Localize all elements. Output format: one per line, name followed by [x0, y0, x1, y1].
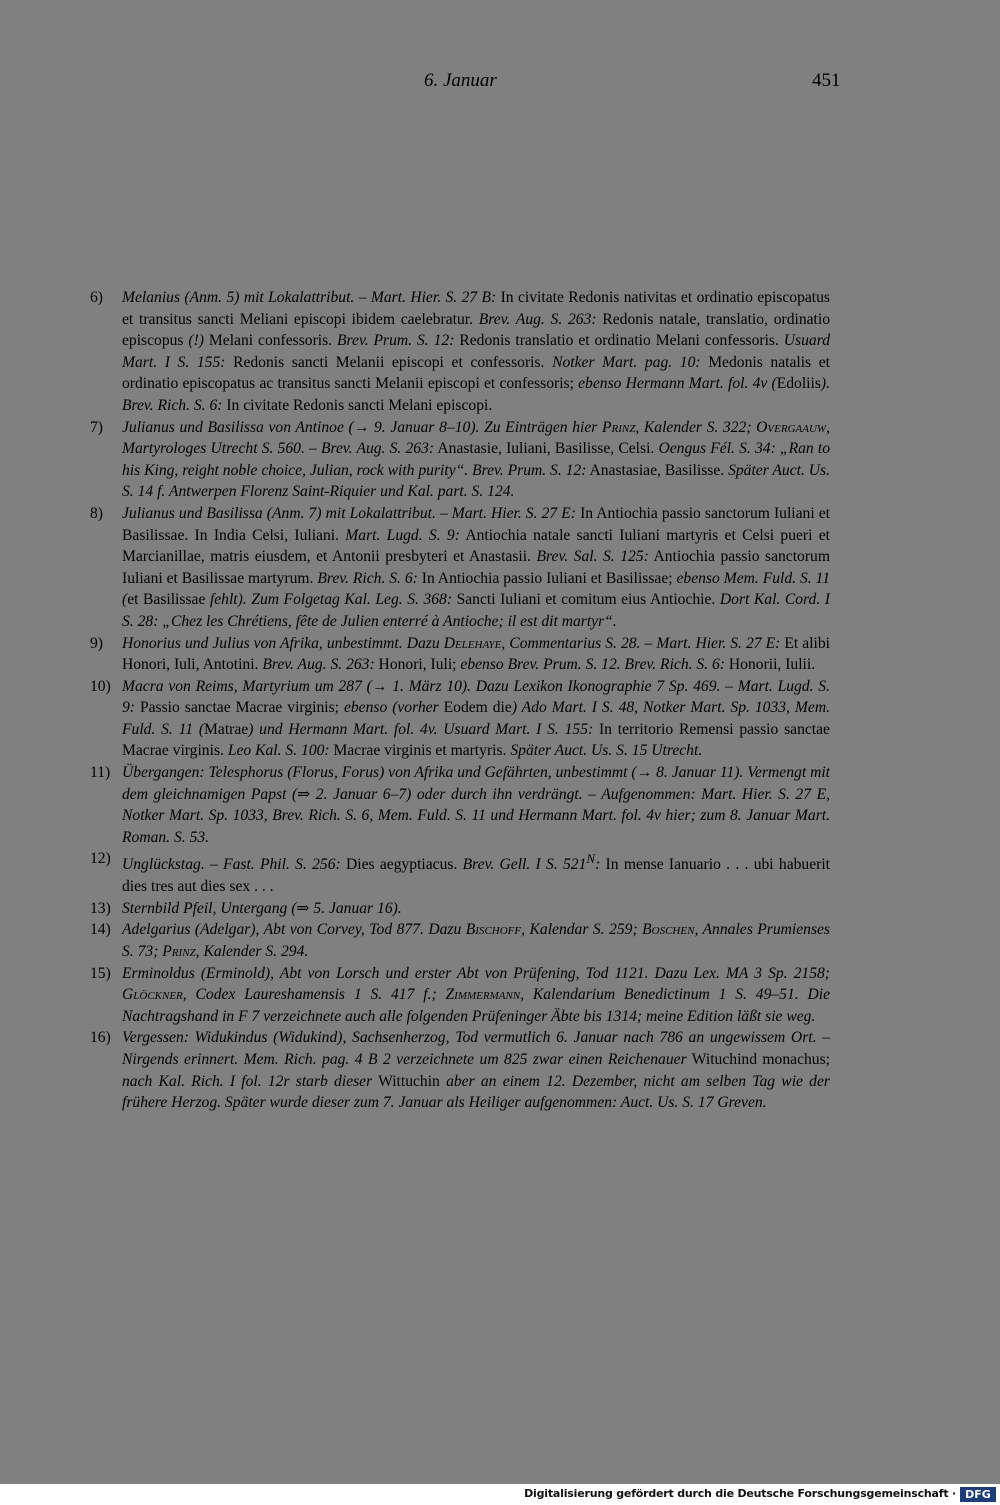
quoted-text: Redonis sancti Melanii episcopi et confessoris. — [225, 353, 553, 371]
footnote — [90, 848, 830, 897]
footnote-number: 15) — [90, 964, 111, 982]
reference-text: Melanius (Anm. 5) mit Lokalattribut. – Mart. Hier. S. 27 B: — [122, 289, 497, 306]
author-name: Prinz — [601, 418, 636, 436]
reference-text: fehlt). Zum Folgetag Kal. Leg. S. 368: — [209, 591, 453, 609]
quoted-text: et Basilissae — [127, 591, 210, 609]
reference-text: Unglückstag. – Fast. Phil. S. 256: — [122, 856, 341, 874]
running-head-title: 6. Januar — [424, 70, 497, 91]
reference-text: ebenso (vorher — [343, 699, 439, 717]
quoted-text: Antiochia natale sancti Iuliani martyris et Celsi pueri et Marcianillae, matris eiusdem, et Antonii presbyteri et Anastasii. — [122, 526, 830, 566]
footnote — [90, 1027, 830, 1113]
quoted-text: In Antiochia passio sanctorum Iuliani et Basilissae. In India Celsi, Iuliani. — [122, 504, 830, 544]
quoted-text: Macrae virginis et martyris. — [329, 742, 511, 760]
footnote — [90, 898, 830, 920]
reference-text: nach Kal. Rich. I fol. 12r starb dieser — [122, 1072, 373, 1090]
reference-text: (!) — [188, 332, 205, 350]
running-head — [0, 70, 1000, 96]
footnote — [90, 762, 830, 848]
footnote-number: 9) — [90, 634, 103, 652]
reference-text: Später Auct. Us. S. 15 Utrecht. — [510, 742, 703, 760]
quoted-text: Wituchind monachus; — [686, 1050, 830, 1068]
dfg-logo-icon: DFG — [960, 1487, 996, 1502]
reference-text: Notker Mart. pag. 10: — [552, 353, 701, 371]
reference-text: , Kalendar S. 259; — [521, 921, 643, 939]
quoted-text: Sancti Iuliani et comitum eius Antiochie. — [452, 591, 720, 609]
reference-text: Sternbild Pfeil, Untergang (⇒ 5. Januar 16). — [122, 899, 402, 917]
reference-text: Vergessen: Widukindus (Widukind), Sachsenherzog, Tod vermutlich 6. Januar nach 786 an ungewissem Ort. – Nirgends erinnert. Mem. Rich. pag. 4 B 2 verzeichnete um 825 zwar einen Reichenauer — [122, 1029, 830, 1068]
reference-text: ebenso Hermann Mart. fol. 4v ( — [578, 375, 777, 393]
reference-text: Leo Kal. S. 100: — [227, 742, 330, 760]
footnote — [90, 503, 830, 633]
reference-text: Brev. Rich. S. 6: — [317, 569, 418, 587]
funding-notice: Digitalisierung gefördert durch die Deutsche Forschungsgemeinschaft · — [524, 1487, 956, 1500]
quoted-text: Edoliis — [776, 375, 821, 393]
author-name: Boschen — [642, 921, 695, 939]
reference-text: Oengus Fél. S. 34: „Ran to his King, reight noble choice, Julian, rock with purity“. Brev. Prum. S. 12: — [122, 440, 831, 479]
quoted-text: Honori, Iuli; — [374, 656, 461, 674]
reference-text: : — [595, 856, 601, 874]
reference-text: Julianus und Basilissa (Anm. 7) mit Lokalattribut. – Mart. Hier. S. 27 E: — [122, 504, 576, 522]
quoted-text: Anastasie, Iuliani, Basilisse, Celsi. — [434, 440, 659, 458]
reference-text: Dort Kal. Cord. I S. 28: „Chez les Chrétiens, fête de Julien enterré à Antioche; il est dit martyr“. — [122, 591, 830, 630]
reference-text: , Martyrologes Utrecht S. 560. – Brev. Aug. S. 263: — [122, 418, 830, 458]
quoted-text: Redonis natale, translatio, ordinatio episcopus — [122, 310, 831, 350]
reference-text: ebenso Brev. Prum. S. 12. Brev. Rich. S. 6: — [460, 656, 726, 674]
footnote — [90, 633, 830, 676]
quoted-text: Matrae — [204, 720, 249, 738]
reference-text: Macra von Reims, Martyrium um 287 (→ 1. März 10). Dazu Lexikon Ikonographie 7 Sp. 469. – Mart. Lugd. S. 9: — [122, 677, 830, 717]
reference-text: , Annales Prumienses S. 73; — [122, 921, 831, 960]
reference-text: , Kalender S. 322; — [635, 418, 757, 436]
reference-text: Brev. Aug. S. 263: — [478, 310, 597, 328]
reference-text: Erminoldus (Erminold), Abt von Lorsch und erster Abt von Prüfening, Tod 1121. Dazu Lex. MA 3 Sp. 2158; — [122, 964, 830, 982]
quoted-text: In territorio Remensi passio sanctae Macrae virginis. — [122, 720, 830, 760]
footnote-number: 11) — [90, 764, 111, 782]
footnote — [90, 676, 830, 762]
reference-text: , Commentarius S. 28. – Mart. Hier. S. 27 E: — [501, 634, 781, 652]
footnote-number: 8) — [90, 504, 103, 522]
reference-text: Usuard Mart. I S. 155: — [122, 332, 831, 371]
quoted-text: N — [586, 851, 596, 867]
reference-text: Übergangen: Telesphorus (Florus, Forus) von Afrika und Gefährten, unbestimmt (→ 8. Januar 11). Vermengt mit dem gleichnamigen Papst (⇒ 2. Januar 6–7) oder durch ihn verdrängt. – Aufgenommen: Mart. Hier. S. 27 E, Notker Mart. Sp. 1033, Brev. Rich. S. 6, Mem. Fuld. S. 11 und Hermann Mart. fol. 4v hier; zum 8. Januar Mart. Roman. S. 53. — [122, 764, 830, 846]
page-number: 451 — [812, 70, 841, 91]
reference-text: , Kalendarium Benedictinum 1 S. 49–51. Die Nachtragshand in F 7 verzeichnete auch alle folgenden Prüfeninger Äbte bis 1314; meine Edition läßt sie weg. — [122, 986, 831, 1025]
quoted-text: In civitate Redonis sancti Melani episcopi. — [222, 396, 493, 414]
reference-text: , Codex Laureshamensis 1 S. 417 f.; — [182, 986, 446, 1004]
footnote-number: 6) — [90, 289, 103, 306]
reference-text: Brev. Aug. S. 263: — [262, 656, 375, 674]
reference-text: Julianus und Basilissa von Antinoe (→ 9. Januar 8–10). Zu Einträgen hier — [122, 418, 602, 436]
quoted-text: Melani confessoris. — [204, 332, 338, 350]
footer-bar — [0, 1484, 1000, 1505]
reference-text: ). Brev. Rich. S. 6: — [122, 375, 830, 414]
author-name: Prinz — [162, 943, 196, 960]
footnote-number: 10) — [90, 677, 111, 695]
quoted-text: Eodem die — [438, 699, 512, 717]
author-name: Bischoff — [465, 921, 522, 939]
footnote — [90, 919, 830, 962]
footnote-number: 13) — [90, 899, 111, 917]
quoted-text: Passio sanctae Macrae virginis; — [135, 699, 344, 717]
reference-text: aber an einem 12. Dezember, nicht am selben Tag wie der frühere Herzog. Später wurde dieser zum 7. Januar als Heiliger aufgenommen: Auct. Us. S. 17 Greven. — [122, 1072, 830, 1112]
footnotes — [90, 287, 830, 1114]
quoted-text: In mense Ianuario . . . ubi habuerit dies tres aut dies sex . . . — [122, 856, 830, 896]
reference-text: ebenso Mem. Fuld. S. 11 ( — [122, 569, 830, 609]
author-name: Zimmermann — [445, 986, 521, 1004]
author-name: Overgaauw — [756, 418, 827, 436]
quoted-text: Redonis translatio et ordinatio Melani confessoris. — [454, 332, 784, 350]
footnote — [90, 287, 830, 417]
footnote — [90, 963, 830, 1028]
footnote — [90, 417, 830, 503]
footnote-number: 16) — [90, 1029, 111, 1047]
reference-text: ) Ado Mart. I S. 48, Notker Mart. Sp. 1033, Mem. Fuld. S. 11 ( — [122, 699, 830, 738]
reference-text: , Kalender S. 294. — [195, 943, 309, 960]
quoted-text: Medonis natalis et ordinatio episcopatus ac transitus sancti Melanii episcopi et confessoris; — [122, 353, 830, 393]
footnote-number: 12) — [90, 850, 111, 868]
reference-text: Brev. Gell. I S. 521 — [462, 856, 587, 874]
quoted-text: Et alibi Honori, Iuli, Antotini. — [122, 634, 830, 674]
footnote-number: 7) — [90, 418, 103, 436]
reference-text: Honorius und Julius von Afrika, unbestimmt. Dazu — [122, 634, 444, 652]
quoted-text: In civitate Redonis nativitas et ordinatio episcopatus et transitus sancti Meliani episcopi ibidem caelebratur. — [122, 289, 830, 328]
reference-text: Später Auct. Us. S. 14 f. Antwerpen Florenz Saint-Riquier und Kal. part. S. 124. — [122, 461, 830, 501]
quoted-text: Honorii, Iulii. — [725, 656, 816, 674]
author-name: Glöckner — [122, 986, 183, 1004]
reference-text: Mart. Lugd. S. 9: — [345, 526, 460, 544]
quoted-text: In Antiochia passio Iuliani et Basilissae; — [417, 569, 677, 587]
quoted-text: Dies aegyptiacus. — [340, 856, 463, 874]
footnote-number: 14) — [90, 921, 111, 939]
reference-text: Adelgarius (Adelgar), Abt von Corvey, Tod 877. Dazu — [122, 921, 466, 939]
reference-text: ) und Hermann Mart. fol. 4v. Usuard Mart. I S. 155: — [248, 720, 594, 738]
quoted-text: Antiochia passio sanctorum Iuliani et Basilissae martyrum. — [122, 548, 830, 587]
author-name: Delehaye — [443, 634, 502, 652]
reference-text: Brev. Prum. S. 12: — [337, 332, 455, 350]
reference-text: Brev. Sal. S. 125: — [536, 548, 649, 566]
quoted-text: Anastasiae, Basilisse. — [586, 461, 729, 479]
quoted-text: Wittuchin — [372, 1072, 447, 1090]
